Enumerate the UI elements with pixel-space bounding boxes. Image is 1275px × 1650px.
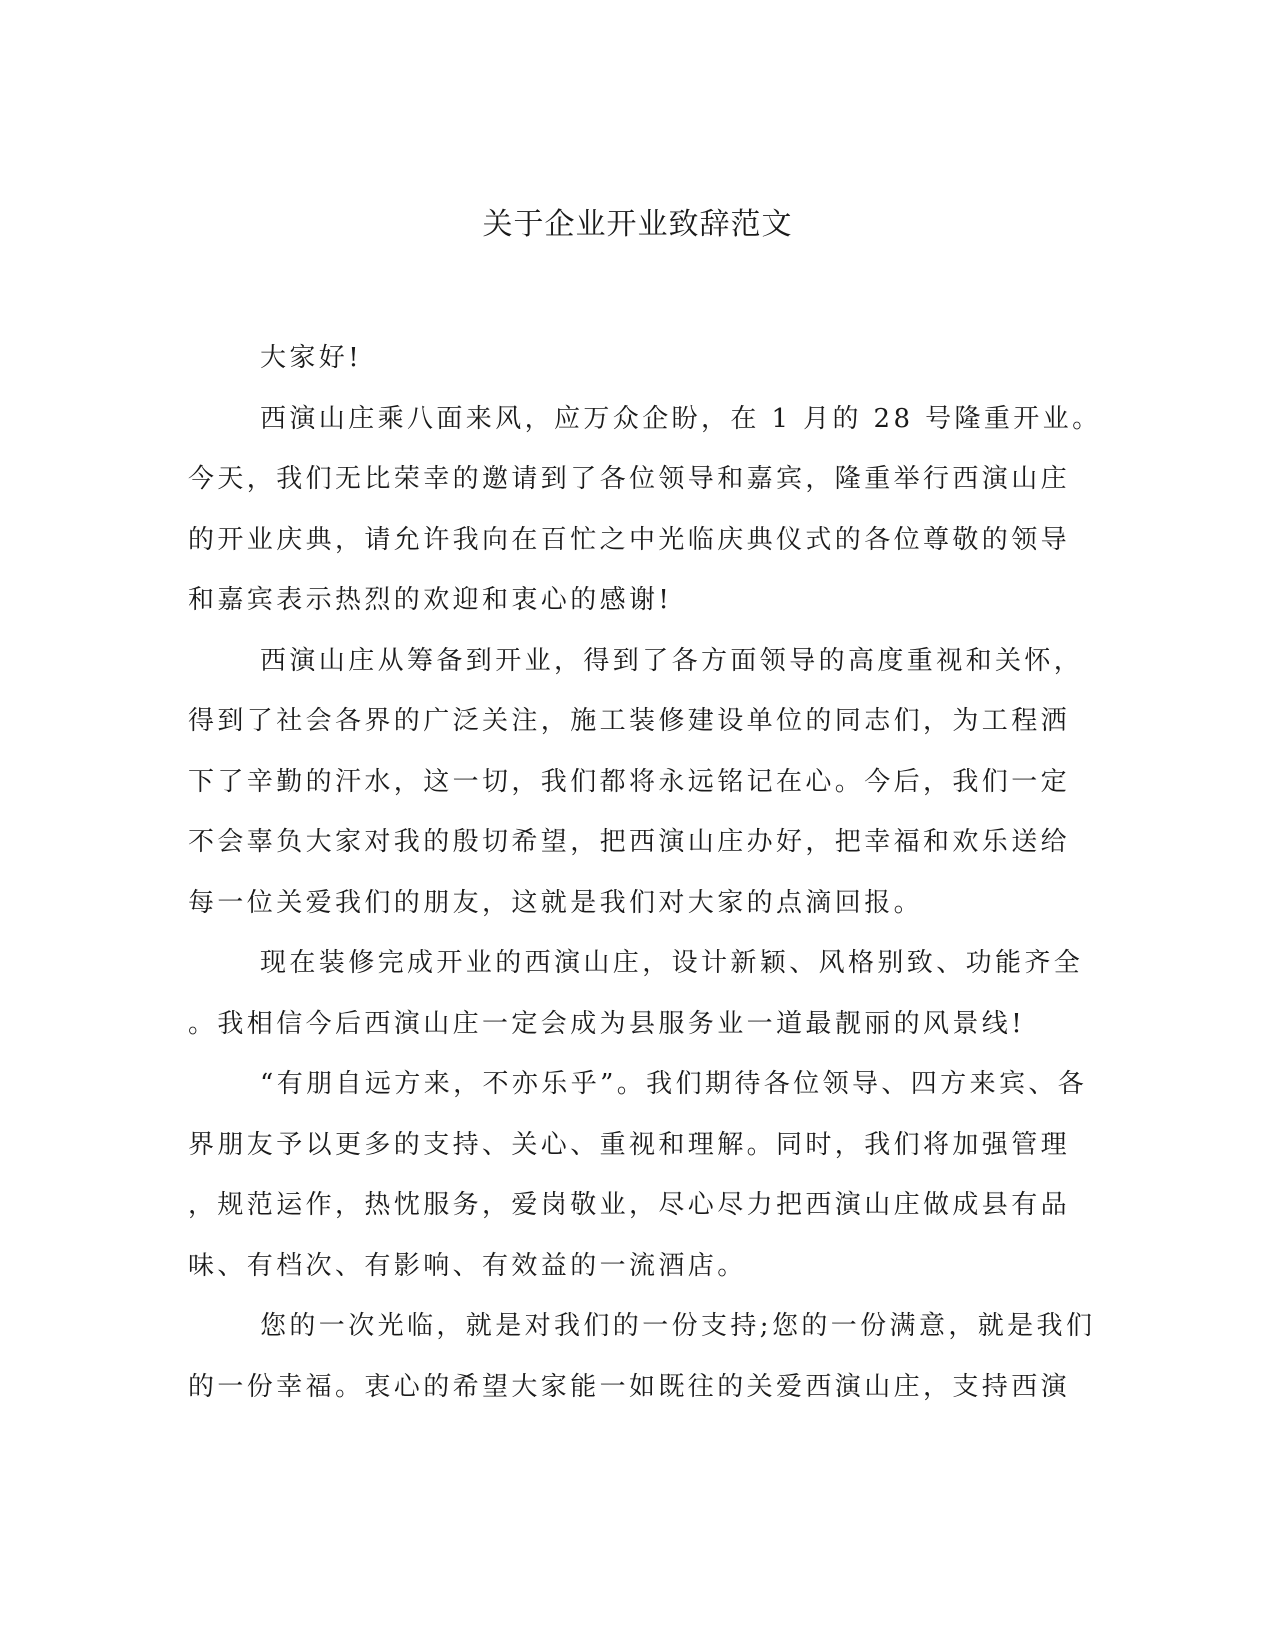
text-line: 。我相信今后西演山庄一定会成为县服务业一道最靓丽的风景线!: [188, 1008, 1026, 1039]
paragraph: [188, 933, 1084, 1054]
text-line: 西演山庄乘八面来风，应万众企盼，在 1 月的 28 号隆重开业。: [260, 403, 1102, 434]
text-line: 味、有档次、有影响、有效益的一流酒店。: [188, 1250, 747, 1281]
text-line: 的开业庆典，请允许我向在百忙之中光临庆典仪式的各位尊敬的领导: [188, 524, 1071, 555]
text-line: 和嘉宾表示热烈的欢迎和衷心的感谢!: [188, 585, 673, 615]
document-body: [188, 328, 1102, 1417]
text-line: 现在装修完成开业的西演山庄，设计新颖、风格别致、功能齐全: [260, 948, 1084, 978]
paragraph: [188, 631, 1084, 934]
paragraph: [188, 389, 1102, 631]
text-line: 下了辛勤的汗水，这一切，我们都将永远铭记在心。今后，我们一定: [188, 766, 1071, 797]
text-line: “有朋自远方来，不亦乐乎”。我们期待各位领导、四方来宾、各: [260, 1069, 1088, 1099]
text-line: 不会辜负大家对我的殷切希望，把西演山庄办好，把幸福和欢乐送给: [188, 827, 1071, 857]
text-line: 每一位关爱我们的朋友，这就是我们对大家的点滴回报。: [188, 887, 924, 918]
paragraph: [188, 1054, 1088, 1296]
paragraph: [188, 1296, 1096, 1417]
text-line: 西演山庄从筹备到开业，得到了各方面领导的高度重视和关怀，: [260, 645, 1084, 676]
text-line: 的一份幸福。衷心的希望大家能一如既往的关爱西演山庄，支持西演: [188, 1371, 1071, 1402]
document-title: 关于企业开业致辞范文: [482, 207, 793, 242]
text-line: 今天，我们无比荣幸的邀请到了各位领导和嘉宾，隆重举行西演山庄: [188, 464, 1071, 494]
text-line: 界朋友予以更多的支持、关心、重视和理解。同时，我们将加强管理: [188, 1129, 1071, 1160]
text-line: 您的一次光临，就是对我们的一份支持;您的一份满意，就是我们: [260, 1311, 1096, 1341]
text-line: 大家好!: [260, 343, 363, 373]
text-line: 得到了社会各界的广泛关注，施工装修建设单位的同志们，为工程洒: [188, 706, 1071, 736]
text-line: ，规范运作，热忱服务，爱岗敬业，尽心尽力把西演山庄做成县有品: [188, 1190, 1071, 1220]
paragraph: [188, 328, 1063, 389]
